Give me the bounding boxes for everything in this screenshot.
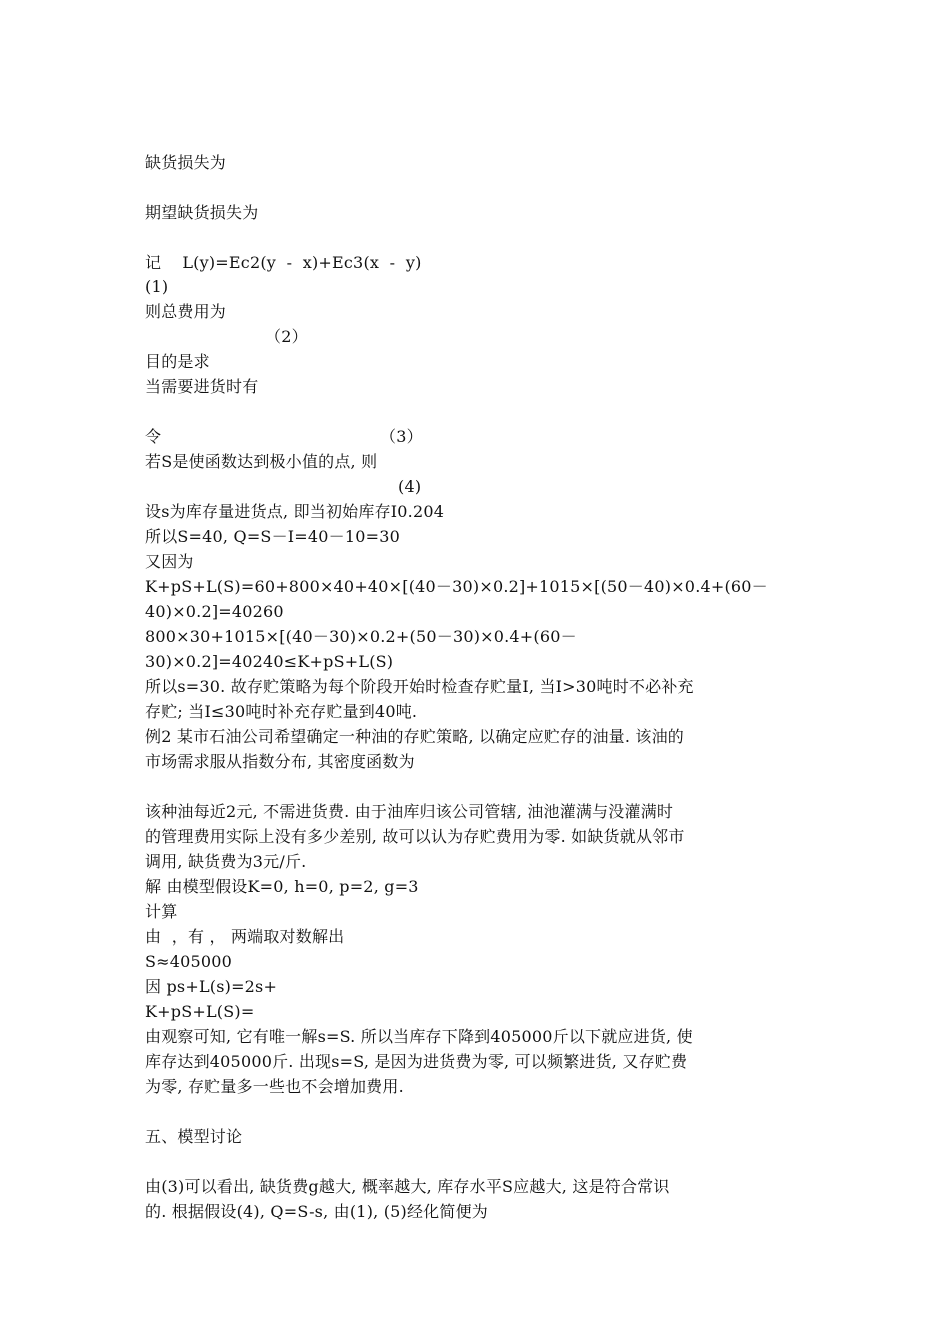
equation-number: （2） xyxy=(265,327,308,346)
section-heading: 五、模型讨论 xyxy=(145,1127,243,1146)
text-line: 当需要进货时有 xyxy=(145,377,259,396)
text-line: 令 xyxy=(145,427,162,446)
text-line: 调用, 缺货费为3元/斤. xyxy=(145,852,307,871)
text-line: 800×30+1015×[(40－30)×0.2+(50－30)×0.4+(60－ xyxy=(145,627,577,646)
text-line: 目的是求 xyxy=(145,352,210,371)
text-line: 40)×0.2]=40260 xyxy=(145,602,284,621)
text-line: 的管理费用实际上没有多少差别, 故可以认为存贮费用为零. 如缺货就从邻市 xyxy=(145,827,685,846)
text-line: 例2 某市石油公司希望确定一种油的存贮策略, 以确定应贮存的油量. 该油的 xyxy=(145,727,685,746)
text-line: 由(3)可以看出, 缺货费g越大, 概率越大, 库存水平S应越大, 这是符合常识 xyxy=(145,1177,670,1196)
text-line: 解 由模型假设K=0, h=0, p=2, g=3 xyxy=(145,877,419,896)
text-line: 该种油每近2元, 不需进货费. 由于油库归该公司管辖, 油池灌满与没灌满时 xyxy=(145,802,674,821)
text-line: 市场需求服从指数分布, 其密度函数为 xyxy=(145,752,415,771)
text-line: 为零, 存贮量多一些也不会增加费用. xyxy=(145,1077,404,1096)
text-line: 由观察可知, 它有唯一解s=S. 所以当库存下降到405000斤以下就应进货, 使 xyxy=(145,1027,693,1046)
text-line: 30)×0.2]=40240≤K+pS+L(S) xyxy=(145,652,394,671)
text-line: 的. 根据假设(4), Q=S-s, 由(1), (5)经化简便为 xyxy=(145,1202,488,1221)
text-line: 计算 xyxy=(145,902,178,921)
text-line: 又因为 xyxy=(145,552,194,571)
text-line: 则总费用为 xyxy=(145,302,227,321)
text-line: 所以S=40, Q=S－I=40－10=30 xyxy=(145,527,400,546)
text-line: K+pS+L(S)=60+800×40+40×[(40－30)×0.2]+1015×[(50－40)×0.4+(60－ xyxy=(145,577,768,596)
equation-number: (1) xyxy=(145,277,169,296)
text-line: S≈405000 xyxy=(145,952,233,971)
text-line: 记 L(y)=Ec2(y - x)+Ec3(x - y) xyxy=(145,253,422,272)
text-line: K+pS+L(S)= xyxy=(145,1002,255,1021)
text-line: 因 ps+L(s)=2s+ xyxy=(145,977,278,996)
text-line: 缺货损失为 xyxy=(145,153,227,172)
text-line: 所以s=30. 故存贮策略为每个阶段开始时检查存贮量I, 当I>30吨时不必补充 xyxy=(145,677,694,696)
text-line: 库存达到405000斤. 出现s=S, 是因为进货费为零, 可以频繁进货, 又存贮费 xyxy=(145,1052,688,1071)
text-line: 存贮; 当I≤30吨时补充存贮量到40吨. xyxy=(145,702,418,721)
equation-number: （3） xyxy=(380,427,423,446)
text-line: 设s为库存量进货点, 即当初始库存I0.204 xyxy=(145,502,445,521)
text-line: 若S是使函数达到极小值的点, 则 xyxy=(145,452,378,471)
equation-number: (4) xyxy=(398,477,422,496)
text-line: 期望缺货损失为 xyxy=(145,203,259,222)
text-line: 由 ，有 ， 两端取对数解出 xyxy=(145,927,345,946)
